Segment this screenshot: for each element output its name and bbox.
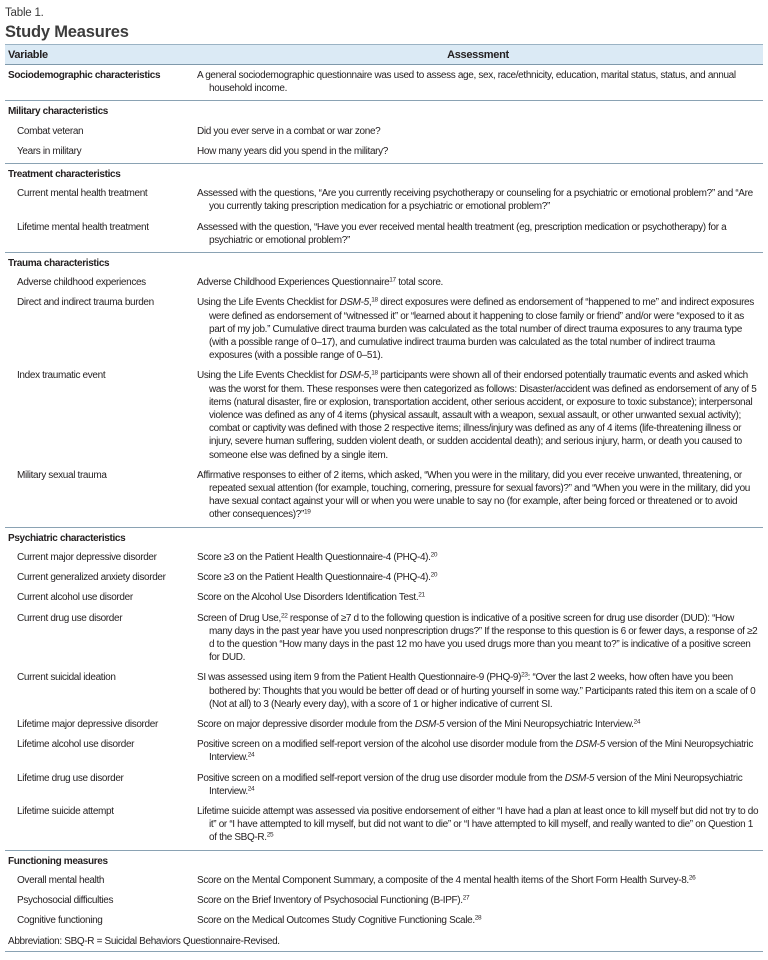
table-row [5, 714, 763, 734]
table-row [5, 272, 763, 292]
variable-cell: Military sexual trauma [5, 465, 193, 527]
variable-cell: Current alcohol use disorder [17, 592, 133, 604]
table-row [5, 183, 763, 216]
variable-cell: Current suicidal ideation [17, 672, 116, 684]
variable-cell: Current drug use disorder [17, 612, 123, 624]
assessment-text: Affirmative responses to either of 2 items, which asked, “When you were in the military, did you ever receive unwanted, threatening, or repeated sexual attention (for example, touching, cornering, pressure for sexual favors)?” and “When you were in the military, did you have sexual contact against your will or when you were unable to say no (for example, after being forced or threatened or to avoid other consequences)?”$^{19}$ [197, 469, 750, 521]
assessment-text: A general sociodemographic questionnaire was used to assess age, sex, race/ethnicity, education, marital status, status, and annual household income. [197, 70, 736, 95]
variable-cell: Cognitive functioning [17, 915, 103, 927]
table-row [5, 217, 763, 253]
assessment-text: Score on the Alcohol Use Disorders Identification Test.$^{21}$ [197, 591, 425, 604]
table-row [5, 667, 763, 714]
section-title: Trauma characteristics [8, 258, 110, 270]
variable-cell: Index traumatic event [17, 370, 106, 382]
table-row [5, 768, 763, 801]
reference-superscript: 26 [688, 874, 696, 882]
table-title: Study Measures [5, 23, 129, 41]
column-header-variable: Variable [5, 45, 193, 65]
table-row [5, 141, 763, 164]
table-body [5, 65, 763, 931]
assessment-text: Lifetime suicide attempt was assessed via positive endorsement of either “I have had a plan at least once to kill myself but did not try to do it” or “I have attempted to kill myself, but did not want to die” or “I have attempted to kill myself, and really wanted to die” on Question 1 of the SBQ-R.$^{25}$ [197, 805, 759, 844]
assessment-text: Did you ever serve in a combat or war zone? [197, 125, 381, 137]
reference-superscript: 24 [247, 751, 255, 759]
reference-superscript: 23 [521, 671, 528, 679]
variable-cell: Current generalized anxiety disorder [17, 572, 166, 584]
section-header-row [5, 164, 763, 184]
section-header-row [5, 253, 763, 273]
reference-superscript: 28 [474, 914, 482, 922]
assessment-text: Adverse Childhood Experiences Questionnaire$^{17}$ total score. [197, 276, 443, 289]
assessment-text: Score ≥3 on the Patient Health Questionnaire-4 (PHQ-4).$^{20}$ [197, 551, 438, 563]
variable-cell: Overall mental health [17, 874, 105, 886]
assessment-text: SI was assessed using item 9 from the Patient Health Questionnaire-9 $(PHQ-9)^{23}$: “Over the last 2 weeks, how often have you been bothered by: Thoughts that you would be better off dead or of hurting yourself in some way.” Participants rated this item on a scale of 0 (Not at all) to 3 (Nearly every day), with a score of 1 or higher indicative of current SI. [197, 671, 756, 710]
table-row [5, 292, 763, 365]
variable-cell: Combat veteran [17, 125, 84, 137]
table-row [5, 870, 763, 890]
assessment-text: Positive screen on a modified self-report version of the drug use disorder module from the DSM-5 version of the Mini Neuropsychiatric Interview.$^{24}$ [197, 772, 743, 797]
reference-superscript: 18 [371, 369, 378, 377]
variable-cell: Adverse childhood experiences [17, 277, 146, 289]
reference-superscript: 20 [430, 571, 438, 579]
table-label: Table 1. [5, 7, 44, 19]
reference-superscript: 21 [418, 591, 425, 599]
reference-superscript: 24 [247, 785, 255, 793]
variable-cell: Current mental health treatment [17, 188, 148, 200]
table-footnote: Abbreviation: SBQ-R = Suicidal Behaviors Questionnaire-Revised. [5, 930, 763, 952]
assessment-text: Assessed with the question, “Have you ever received mental health treatment (eg, prescription medication or psychotherapy) for a psychiatric or emotional problem?” [197, 221, 727, 246]
section-title: Treatment characteristics [8, 169, 121, 181]
reference-superscript: 22 [280, 612, 288, 619]
assessment-text: Score on the Medical Outcomes Study Cognitive Functioning Scale.$^{28}$ [197, 914, 482, 927]
assessment-text: How many years did you spend in the military? [197, 145, 389, 157]
assessment-text: Using the Life Events Checklist for DSM-5,18 direct exposures were defined as endorsement of “happened to me” and indirect exposures were defined as endorsement of “witnessed it” or “learned about it happening to close family or friend” and/or were “exposed to it as part of my job.” Cumulative direct trauma burden was calculated as the total number of direct trauma exposures to any trauma type (with a possible range of 0–17), and cumulative indirect trauma burden was calculated as the total number of indirect trauma exposures (with a possible range of 0–51). [197, 296, 754, 362]
reference-superscript: 18 [371, 296, 378, 304]
variable-cell: Lifetime drug use disorder [17, 772, 124, 784]
section-title: Functioning measures [8, 855, 108, 867]
variable-cell: Lifetime mental health treatment [5, 217, 193, 253]
assessment-text: Assessed with the questions, “Are you currently receiving psychotherapy or counseling for a psychiatric or emotional problem?” and “Are you currently taking prescription medication for a psychiatric or emotional problem?” [197, 188, 753, 213]
assessment-text: Score on the Mental Component Summary, a composite of the 4 mental health items of the Short Form Health Survey-8.26 [197, 874, 696, 886]
reference-superscript: 25 [266, 831, 274, 839]
table-row [5, 890, 763, 910]
table-row [5, 465, 763, 527]
assessment-text: Score on major depressive disorder module from the DSM-5 version of the Mini Neuropsychiatric Interview.$^{24}$ [197, 718, 641, 730]
table-row [5, 121, 763, 141]
variable-cell: Years in military [5, 141, 193, 164]
reference-superscript: 19 [303, 508, 311, 516]
variable-cell: Lifetime major depressive disorder [17, 718, 158, 730]
reference-superscript: 17 [389, 276, 396, 284]
table-row [5, 567, 763, 587]
table-row [5, 587, 763, 607]
table-row [5, 365, 763, 464]
assessment-text: Score ≥3 on the Patient Health Questionnaire-4 (PHQ-4).$^{20}$ [197, 571, 438, 584]
section-title: Military characteristics [8, 106, 108, 118]
table-row [5, 910, 763, 930]
assessment-text: Positive screen on a modified self-report version of the alcohol use disorder module from the DSM-5 version of the Mini Neuropsychiatric Interview.$^{24}$ [197, 739, 754, 764]
section-title: Sociodemographic characteristics [5, 65, 193, 101]
reference-superscript: 24 [633, 718, 641, 726]
variable-cell: Lifetime alcohol use disorder [17, 739, 135, 751]
variable-cell: Psychosocial difficulties [17, 894, 114, 906]
section-header-row [5, 527, 763, 547]
table-row [5, 547, 763, 567]
variable-cell: Current major depressive disorder [17, 551, 157, 563]
table-row [5, 801, 763, 850]
table-header-row [5, 45, 763, 65]
table-row [5, 608, 763, 668]
variable-cell: Lifetime suicide attempt [5, 801, 193, 850]
column-header-assessment: Assessment [193, 45, 763, 65]
assessment-text: Score on the Brief Inventory of Psychosocial Functioning (B-IPF).$^{27}$ [197, 894, 470, 906]
table-row [5, 734, 763, 767]
reference-superscript: 27 [462, 894, 470, 902]
assessment-text: Using the Life Events Checklist for DSM-5,18 participants were shown all of their endorsed potentially traumatic events and asked which was the worst for them. These responses were then categorized as follows: Disaster/accident was defined as endorsement of any of 5 items (natural disaster, fire or explosion, transportation accident, other serious accident, or exposure to toxic substance); interpersonal violence was defined as any of 4 items (physical assault, assault with a weapon, sexual assault, or other unwanted sexual activity); combat or captivity was defined with those 2 respective items; illness/injury was defined as any of 4 items (life-threatening illness or injury, severe human suffering, sudden violent death, or sudden accidental death); and serious injury, harm, or death you caused to someone else was defined by a single item. [197, 369, 757, 461]
study-measures-table [5, 44, 763, 930]
assessment-text: Screen of Drug Use,$^{22}$ response of ≥7 d to the following question is indicative of a positive screen for drug use disorder (DUD): “How many days in the past year have you used nonprescription drugs?” If the response to this question is 6 or fewer days, a response of ≥2 d to the question “How many days in the past 12 mo have you used drugs more than you meant to?” is indicative of a positive screen for DUD. [197, 612, 758, 664]
section-header-row [5, 101, 763, 121]
variable-cell: Direct and indirect trauma burden [17, 297, 154, 309]
section-header-row [5, 850, 763, 870]
table-row [5, 65, 763, 101]
reference-superscript: 20 [430, 551, 438, 559]
section-title: Psychiatric characteristics [8, 532, 126, 544]
